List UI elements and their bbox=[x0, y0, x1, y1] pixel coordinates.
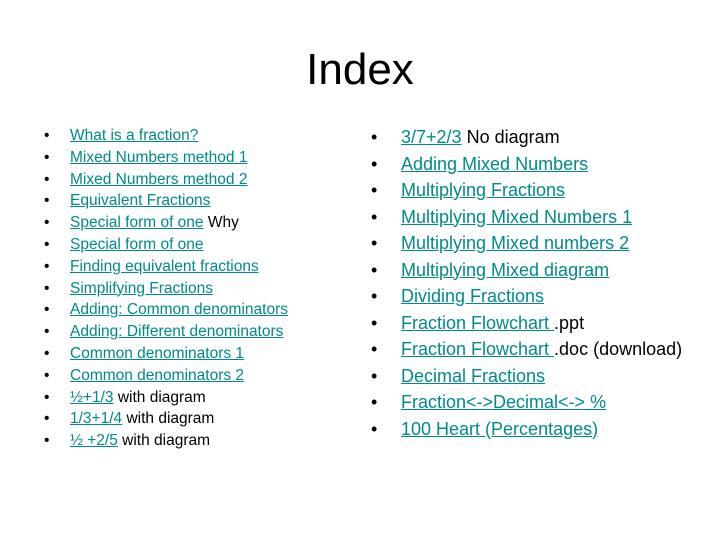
list-item bbox=[44, 365, 344, 387]
list-item bbox=[371, 366, 701, 387]
link-suffix: Why bbox=[203, 214, 239, 232]
link[interactable]: Mixed Numbers method 1 bbox=[70, 148, 248, 166]
list-item bbox=[44, 408, 344, 430]
list-item bbox=[44, 212, 344, 234]
link[interactable]: Adding: Different denominators bbox=[70, 323, 284, 341]
link[interactable]: Common denominators 2 bbox=[70, 366, 245, 384]
list-item bbox=[371, 233, 701, 254]
list-item bbox=[371, 313, 701, 334]
link[interactable]: Mixed Numbers method 2 bbox=[70, 170, 248, 188]
list-item bbox=[44, 147, 344, 169]
list-item bbox=[44, 387, 344, 409]
link[interactable]: Multiplying Mixed numbers 2 bbox=[401, 233, 630, 253]
link[interactable]: 3/7+2/3 bbox=[401, 127, 462, 147]
link[interactable]: What is a fraction? bbox=[70, 127, 199, 144]
link[interactable]: Decimal Fractions bbox=[401, 365, 546, 386]
link-suffix: with diagram bbox=[113, 388, 206, 406]
page-title: Index bbox=[306, 45, 414, 94]
link-suffix: No diagram bbox=[461, 127, 560, 147]
link[interactable]: Special form of one bbox=[70, 214, 204, 232]
list-item bbox=[44, 321, 344, 343]
link-suffix: with diagram bbox=[122, 410, 215, 428]
link[interactable]: ½+1/3 bbox=[70, 388, 114, 406]
list-item bbox=[44, 234, 344, 256]
list-item bbox=[44, 190, 344, 212]
link[interactable]: Multiplying Mixed Numbers 1 bbox=[401, 206, 633, 227]
link[interactable]: Fraction Flowchart bbox=[401, 312, 555, 333]
link[interactable]: Finding equivalent fractions bbox=[70, 257, 259, 275]
link[interactable]: Multiplying Fractions bbox=[401, 180, 566, 200]
link[interactable]: Common denominators 1 bbox=[70, 344, 245, 362]
link[interactable]: Multiplying Mixed diagram bbox=[401, 259, 610, 280]
link[interactable]: Dividing Fractions bbox=[401, 286, 545, 306]
right-index-list bbox=[371, 127, 701, 445]
left-index-list bbox=[44, 125, 344, 452]
list-item bbox=[44, 278, 344, 300]
list-item bbox=[371, 127, 701, 148]
link[interactable]: Adding: Common denominators bbox=[70, 301, 288, 319]
list-item bbox=[371, 180, 701, 201]
list-item bbox=[371, 154, 701, 175]
link[interactable]: Fraction Flowchart bbox=[401, 339, 555, 359]
link[interactable]: 1/3+1/4 bbox=[70, 410, 123, 428]
list-item bbox=[371, 419, 701, 440]
link[interactable]: Simplifying Fractions bbox=[70, 279, 213, 297]
link[interactable]: Fraction<->Decimal<-> % bbox=[401, 392, 607, 412]
list-item bbox=[371, 339, 701, 360]
list-item bbox=[371, 286, 701, 307]
list-item bbox=[44, 343, 344, 365]
list-item bbox=[371, 207, 701, 228]
list-item bbox=[44, 430, 344, 452]
link-suffix: .doc (download) bbox=[554, 339, 683, 359]
list-item bbox=[44, 125, 344, 147]
list-item bbox=[44, 169, 344, 191]
link-suffix: .ppt bbox=[554, 312, 585, 333]
link[interactable]: Special form of one bbox=[70, 235, 204, 253]
list-item bbox=[371, 392, 701, 413]
link[interactable]: Adding Mixed Numbers bbox=[401, 153, 589, 174]
list-item bbox=[44, 299, 344, 321]
link-suffix: with diagram bbox=[117, 432, 211, 450]
list-item bbox=[371, 260, 701, 281]
link[interactable]: ½ +2/5 bbox=[70, 432, 118, 450]
list-item bbox=[44, 256, 344, 278]
link[interactable]: Equivalent Fractions bbox=[70, 192, 211, 210]
link[interactable]: 100 Heart (Percentages) bbox=[401, 418, 599, 439]
